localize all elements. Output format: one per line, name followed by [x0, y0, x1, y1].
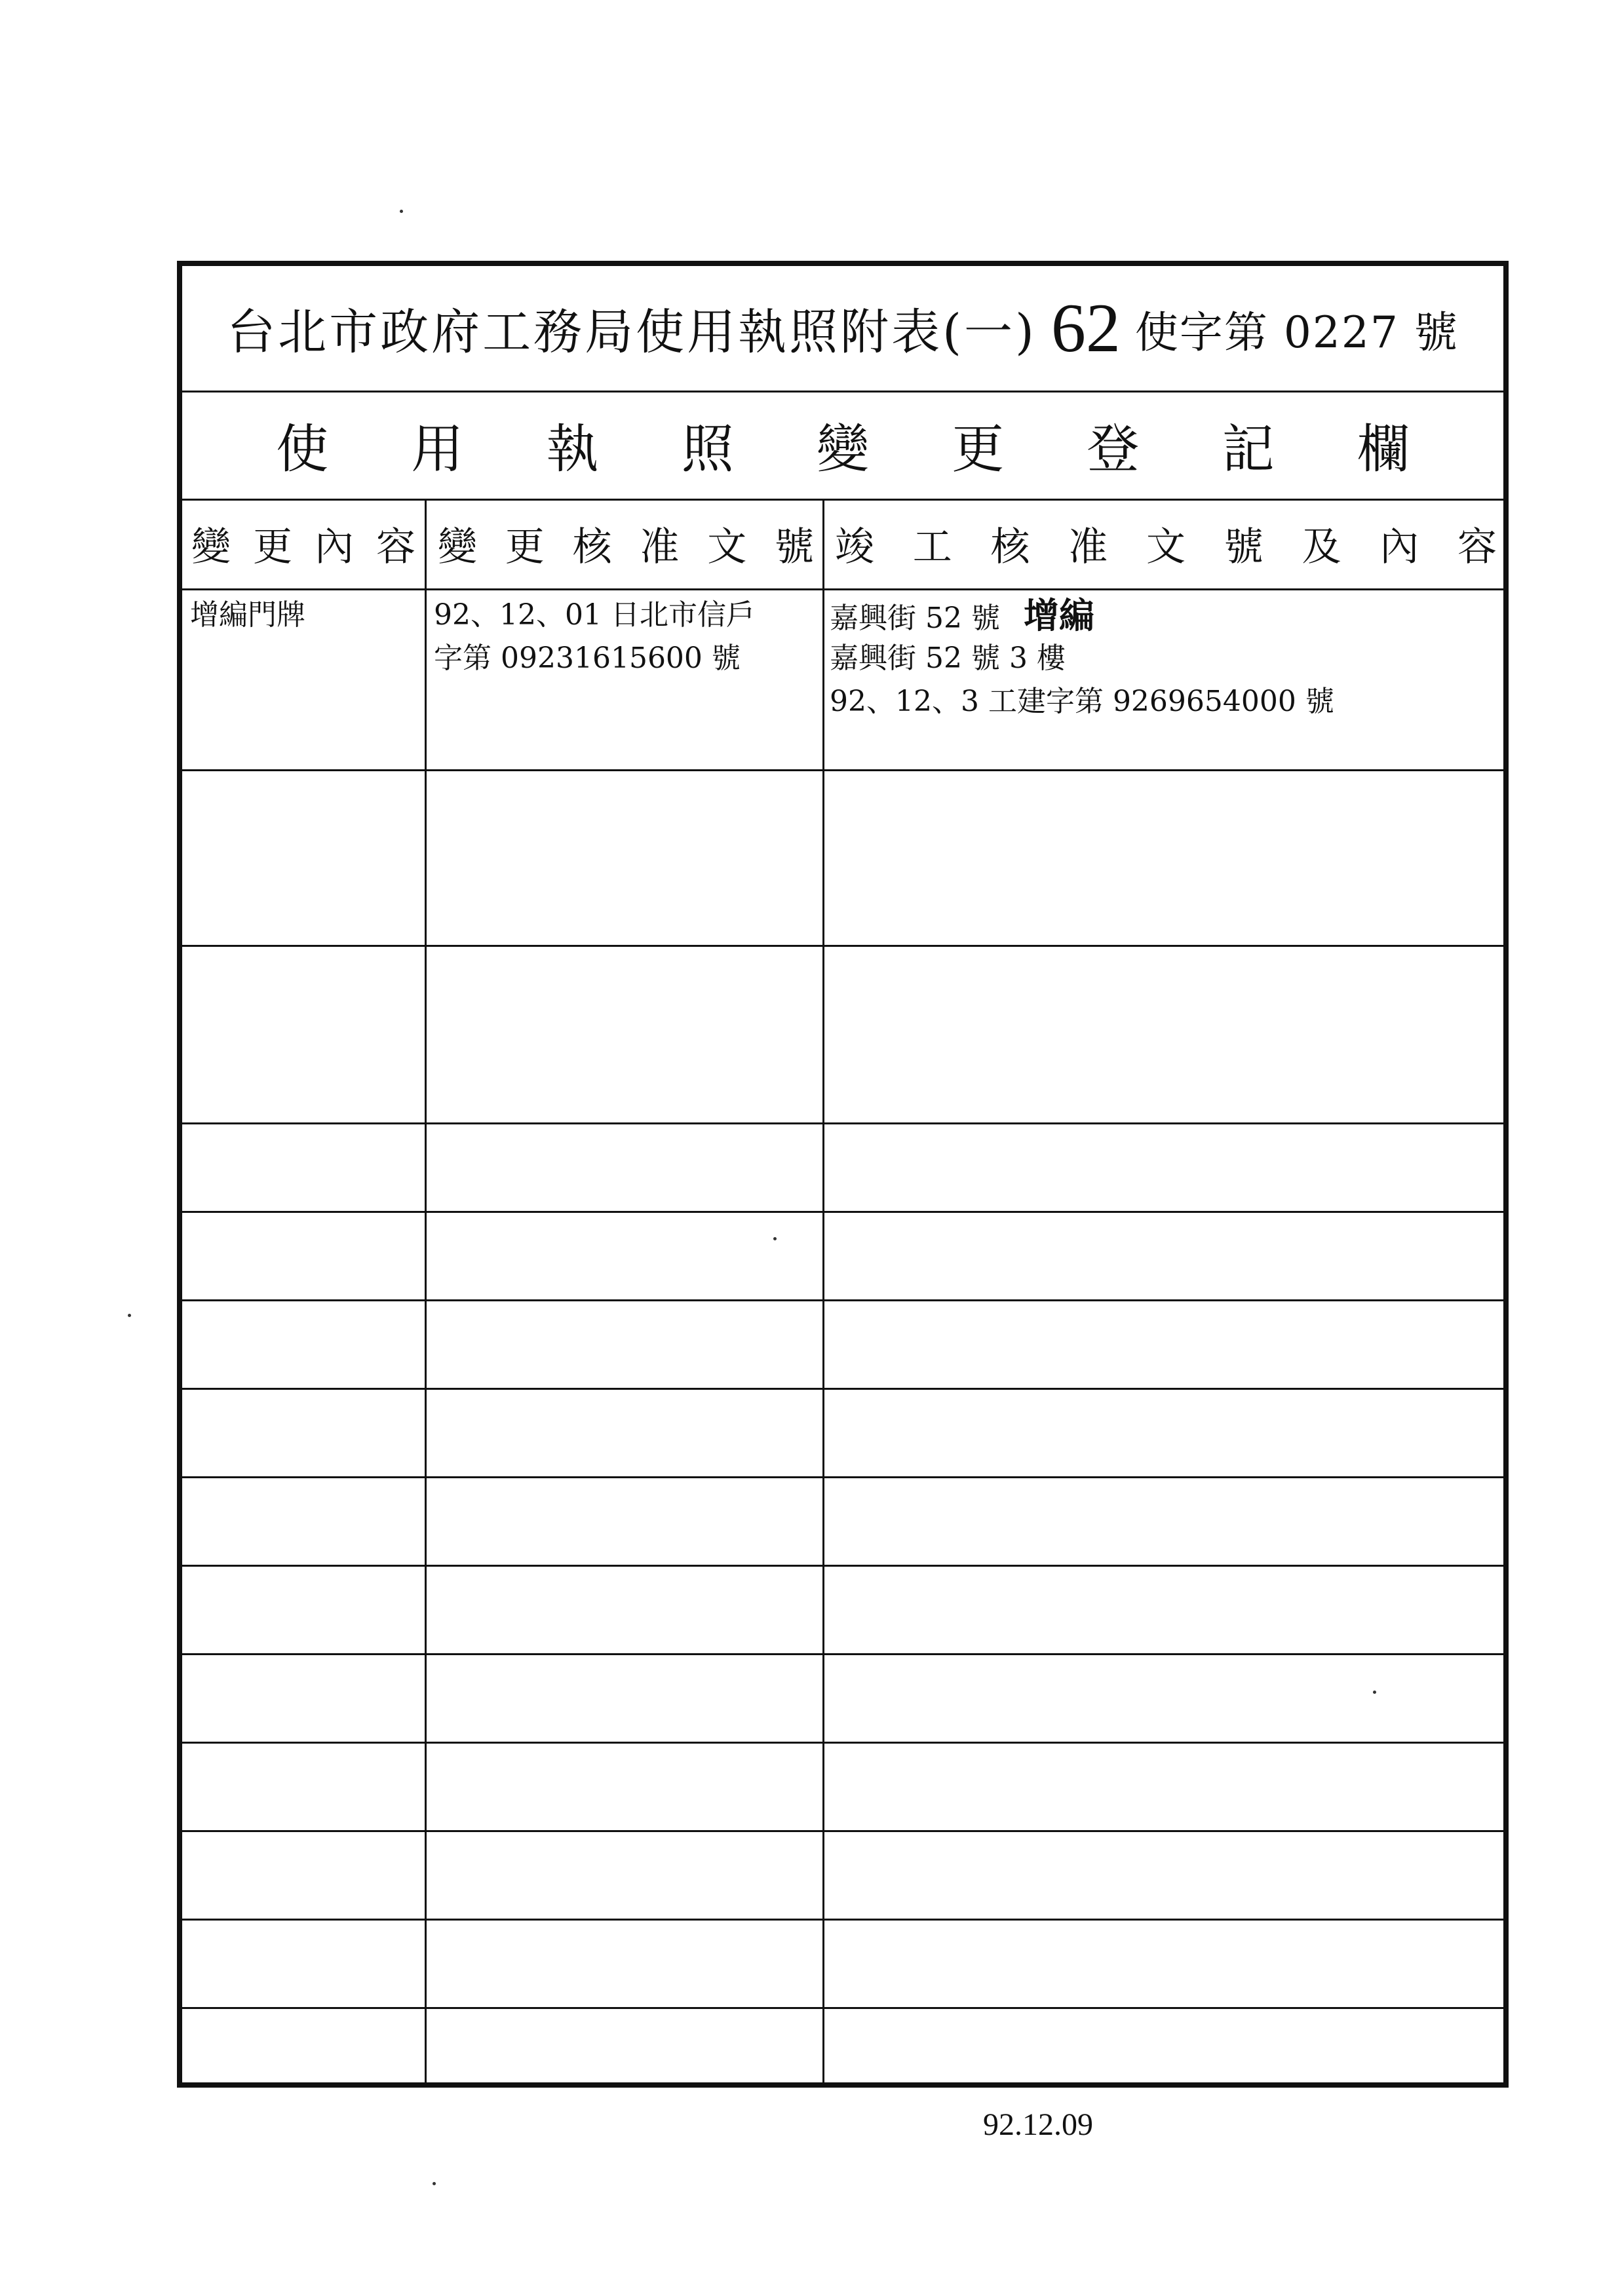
row1-change-content: 增編門牌 — [190, 598, 305, 632]
column-header-change-content — [186, 499, 421, 588]
header-char: 容 — [376, 524, 415, 570]
row-divider — [182, 945, 1503, 947]
page-title — [182, 266, 1503, 391]
header-char: 變 — [438, 524, 477, 570]
header-char: 內 — [315, 524, 354, 570]
header-char: 工 — [912, 524, 952, 570]
row-divider — [182, 2007, 1503, 2009]
row1-completion-address: 嘉興街 52 號 — [830, 602, 1000, 635]
row1-approval-line1: 92、12、01 日北市信戶 — [434, 598, 755, 632]
header-char: 核 — [572, 524, 612, 570]
header-char: 准 — [1068, 524, 1108, 570]
header-char: 號 — [1224, 524, 1263, 570]
row-divider — [182, 1919, 1503, 1921]
row-divider — [182, 1653, 1503, 1655]
row-divider — [182, 1742, 1503, 1744]
header-char: 及 — [1302, 524, 1341, 570]
registration-table — [177, 261, 1509, 2088]
header-char: 核 — [990, 524, 1030, 570]
subtitle-char: 執 — [546, 419, 599, 480]
header-char: 文 — [707, 524, 747, 570]
row-divider — [182, 1122, 1503, 1124]
row-divider — [182, 1299, 1503, 1301]
scan-speck — [400, 210, 403, 213]
subtitle-char: 用 — [411, 419, 464, 480]
row-divider — [182, 1476, 1503, 1478]
row1-completion-line3: 92、12、3 工建字第 9269654000 號 — [830, 685, 1334, 718]
header-char: 更 — [505, 524, 545, 570]
scan-speck — [773, 1237, 777, 1240]
header-char: 變 — [191, 524, 231, 570]
scan-speck — [433, 2182, 436, 2185]
subtitle-char: 使 — [276, 419, 329, 480]
subtitle-char: 照 — [681, 419, 734, 480]
row-divider — [182, 1388, 1503, 1390]
header-char: 文 — [1146, 524, 1186, 570]
row1-completion-line1 — [830, 594, 1094, 640]
title-main: 台北市政府工務局使用執照附表(一) — [227, 304, 1037, 360]
section-heading — [182, 391, 1503, 499]
header-char: 容 — [1457, 524, 1497, 570]
divider — [182, 588, 1503, 590]
subtitle-char: 登 — [1087, 419, 1140, 480]
footer-date: 92.12.09 — [983, 2107, 1093, 2142]
scan-speck — [1373, 1691, 1376, 1694]
row1-completion-line2: 嘉興街 52 號 3 樓 — [830, 641, 1066, 675]
title-year: 62 — [1051, 290, 1121, 366]
header-char: 竣 — [835, 524, 874, 570]
row1-approval-line2: 字第 09231615600 號 — [434, 641, 741, 675]
subtitle-char: 更 — [952, 419, 1005, 480]
column-divider — [425, 499, 427, 2088]
column-header-completion-number — [827, 499, 1505, 588]
subtitle-char: 欄 — [1357, 419, 1410, 480]
header-char: 內 — [1379, 524, 1419, 570]
row-divider — [182, 769, 1503, 771]
row-divider — [182, 1565, 1503, 1567]
row-divider — [182, 1211, 1503, 1213]
header-char: 號 — [774, 524, 814, 570]
column-header-approval-number — [431, 499, 820, 588]
column-divider — [822, 499, 824, 2088]
header-char: 更 — [253, 524, 292, 570]
subtitle-char: 變 — [816, 419, 869, 480]
header-char: 准 — [640, 524, 680, 570]
row1-completion-tag: 增編 — [1023, 594, 1094, 636]
scan-speck — [128, 1314, 131, 1317]
license-number: 使字第 0227 號 — [1134, 307, 1459, 358]
row-divider — [182, 1830, 1503, 1832]
subtitle-char: 記 — [1222, 419, 1275, 480]
